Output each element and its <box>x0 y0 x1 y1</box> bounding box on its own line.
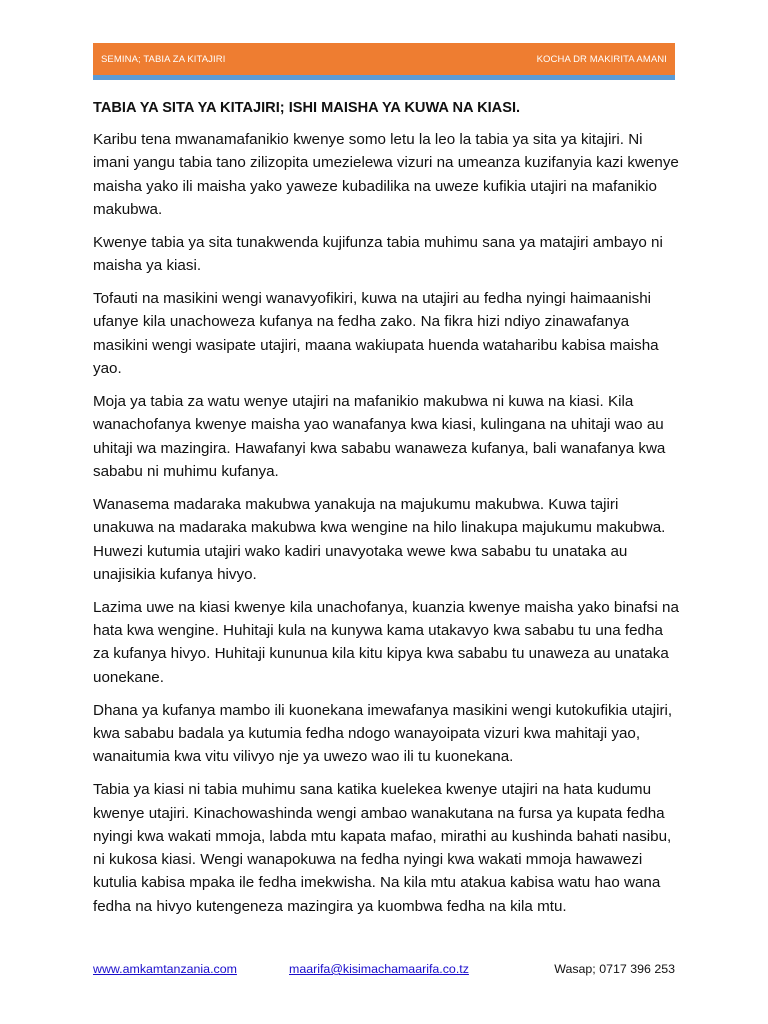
paragraph-8: Tabia ya kiasi ni tabia muhimu sana katika kuelekea kwenye utajiri na hata kudumu kwenye utajiri. Kinachowashinda wengi ambao wanakutana na fursa ya kupata fedha nyingi kwa wakati mmoja, labda mtu kapata mafao, mirathi au kushinda bahati nasibu, ni kukosa kiasi. Wengi wanapokuwa na fedha nyingi kwa wakati mmoja hawawezi kutulia kabisa mpaka ile fedha imekwisha. Na kila mtu atakua kabisa watu hao wana fedha na hivyo kutengeneza mazingira ya kuombwa fedha na kila mtu. <box>93 781 672 915</box>
paragraph-7: Dhana ya kufanya mambo ili kuonekana imewafanya masikini wengi kutokufikia utajiri, kwa sababu badala ya kutumia fedha ndogo wanayoipata vizuri kwa mahitaji yao, wanaitumia kwa vitu vilivyo nje ya uwezo wao ili tu kuonekana. <box>93 701 673 766</box>
paragraph-5: Wanasema madaraka makubwa yanakuja na majukumu makubwa. Kuwa tajiri unakuwa na madaraka makubwa kwa wengine na hilo linakupa majukumu makubwa. Huwezi kutumia utajiri wako kadiri unavyotaka wewe kwa sababu tu unataka au unajisikia kufanya hivyo. <box>93 495 666 583</box>
paragraph-6: Lazima uwe na kiasi kwenye kila unachofanya, kuanzia kwenye maisha yako binafsi na hata kwa wengine. Huhitaji kula na kunywa kama utakavyo kwa sababu tu una fedha za kufanya hivyo. Huhitaji kununua kila kitu kipya kwa sababu tu unaweza au unataka uonekane. <box>93 598 679 686</box>
website-link[interactable]: www.amkamtanzania.com <box>93 962 237 976</box>
email-link[interactable]: maarifa@kisimachamaarifa.co.tz <box>289 962 469 976</box>
phone-number: Wasap; 0717 396 253 <box>554 962 675 976</box>
paragraph-3: Tofauti na masikini wengi wanavyofikiri, kuwa na utajiri au fedha nyingi haimaanishi ufanye kila unachoweza kufanya na fedha zako. Na fikra hizi ndiyo zinawafanya masikini wengi wasipate utajiri, maana wakiupata huenda wataharibu kabisa maisha yao. <box>93 290 659 378</box>
paragraph-4: Moja ya tabia za watu wenye utajiri na mafanikio makubwa ni kuwa na kiasi. Kila wanachofanya kwenye maisha yao wanafanya kwa kiasi, kulingana na uhitaji wao au uhitaji wa mazingira. Hawafanyi kwa sababu wanaweza kufanya, bali wanafanya kwa sababu ni muhimu kufanya. <box>93 393 666 480</box>
paragraph-1: Karibu tena mwanamafanikio kwenye somo letu la leo la tabia ya sita ya kitajiri. Ni imani yangu tabia tano zilizopita umezielewa vizuri na umeanza kuzifanyia kazi kwenye maisha yako ili maisha yako yaweze kubadilika na uweze kufikia utajiri na mafanikio makubwa. <box>93 131 679 218</box>
paragraph-2: Kwenye tabia ya sita tunakwenda kujifunza tabia muhimu sana ya matajiri ambayo ni maisha ya kiasi. <box>93 233 663 275</box>
header-divider <box>93 75 675 80</box>
header-left-text: SEMINA; TABIA ZA KITAJIRI <box>101 53 226 65</box>
document-title: TABIA YA SITA YA KITAJIRI; ISHI MAISHA YA KUWA NA KIASI. <box>93 100 521 116</box>
header-right-text: KOCHA DR MAKIRITA AMANI <box>536 53 667 65</box>
page-footer <box>93 962 675 982</box>
document-body <box>93 96 683 928</box>
page-header <box>93 43 675 75</box>
